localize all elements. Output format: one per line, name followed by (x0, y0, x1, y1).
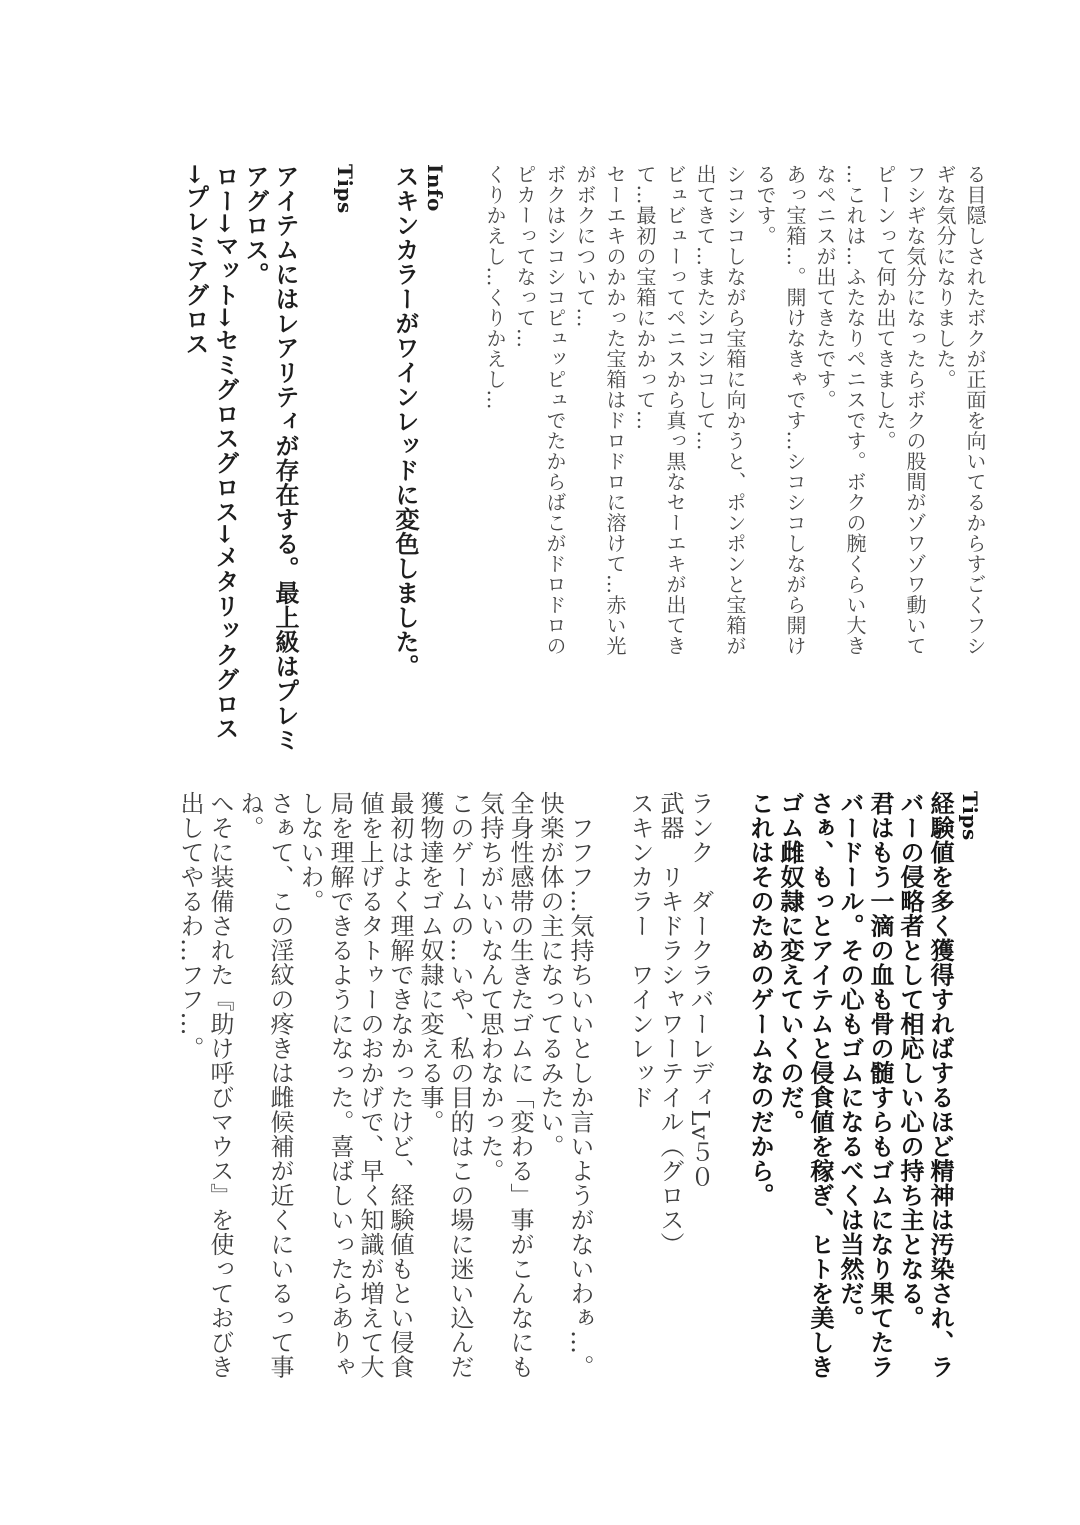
text-line: 最初はよく理解できなかったけど、経験値もとい侵食 (386, 791, 414, 1379)
text-line: スキンカラーがワインレッドに変色しました。 (391, 164, 420, 679)
blank-line (715, 791, 745, 1403)
text-line: アイテムにはレアリティが存在する。最上級はプレミ (271, 164, 300, 752)
text-line: るです。 (753, 164, 777, 246)
blank-line (450, 164, 480, 769)
text-line: へそに装備された『助け呼びマウス』を使っておびき (206, 791, 234, 1379)
text-line: これはそのためのゲームなのだから。 (746, 791, 775, 1208)
text-line: 局を理解できるようになった。喜ばしいったらありゃ (326, 791, 354, 1379)
text-line: ビュビューってペニスから真っ黒なセーエキが出てき (663, 164, 687, 656)
text-line: 君はもう一滴の血も骨の髄すらもゴムになり果てたラ (866, 791, 895, 1379)
text-line: このゲームの…いや、私の目的はこの場に迷い込んだ (446, 791, 474, 1379)
text-line: がボクについて… (573, 164, 597, 328)
text-line: ピーンって何か出てきました。 (873, 164, 897, 451)
text-line: ピカーってなって… (513, 164, 537, 349)
text-line: くりかえし…くりかえし… (483, 164, 507, 410)
text-line: シコシコしながら宝箱に向かうと、ポンポンと宝箱が (723, 164, 747, 656)
text-line: ロー→マット→セミグロスグロス→メタリックグロス (211, 164, 240, 741)
text-line: フシギな気分になったらボクの股間がゾワゾワ動いて (903, 164, 927, 656)
story-text-block-top (174, 164, 990, 769)
section-header: Info (423, 164, 447, 212)
text-line: 値を上げるタトゥーのおかげで、早く知識が増えて大 (356, 791, 384, 1379)
text-line: バードール。その心もゴムになるべくは当然だ。 (836, 791, 865, 1330)
text-line: ゴム雌奴隷に変えていくのだ。 (776, 791, 805, 1134)
text-line: 獲物達をゴム奴隷に変える事。 (416, 791, 444, 1134)
text-line: ギな気分になりました。 (933, 164, 957, 390)
text-line: ランク ダークラバーレディLv５０ (686, 791, 714, 1189)
text-line: 出してやるわ…フフ…。 (176, 791, 204, 1061)
blank-line (300, 164, 330, 769)
text-line: セーエキのかかった宝箱はドロドロに溶けて…赤い光 (603, 164, 627, 656)
text-line: 気持ちがいいなんて思わなかった。 (476, 791, 504, 1183)
text-line: しないわ。 (296, 791, 324, 914)
text-line: る目隠しされたボクが正面を向いてるからすごくフシ (963, 164, 987, 656)
section-header: Tips (333, 164, 357, 214)
text-line: 全身性感帯の生きたゴムに「変わる」事がこんなにも (506, 791, 534, 1379)
text-line: 武器 リキドラシャワーテイル（グロス） (656, 791, 684, 1257)
story-text-block-bottom (169, 791, 985, 1403)
text-line: さぁ、もっとアイテムと侵食値を稼ぎ、ヒトを美しき (806, 791, 835, 1379)
blank-line (360, 164, 390, 769)
text-line: …これは…ふたなりペニスです。ボクの腕くらい大き (843, 164, 867, 656)
text-line: あっ宝箱…。開けなきゃです…シコシコしながら開け (783, 164, 807, 656)
text-line: ね。 (236, 791, 264, 840)
text-line: →プレミアグロス (181, 164, 210, 357)
text-line: バーの侵略者として相応しい心の持ち主となる。 (896, 791, 925, 1330)
section-header: Tips (958, 791, 982, 841)
text-line: 経験値を多く獲得すればするほど精神は汚染され、ラ (926, 791, 955, 1379)
text-line: アグロス。 (241, 164, 270, 287)
text-line: スキンカラー ワインレッド (626, 791, 654, 1110)
text-line: て…最初の宝箱にかかって… (633, 164, 657, 431)
text-line: 快楽が体の主になってるみたい。 (536, 791, 564, 1159)
text-line: ボクはシコシコピュッピュでたからばこがドロドロの (543, 164, 567, 656)
text-line: フフフ…気持ちいいとしか言いようがないわぁ…。 (566, 791, 594, 1379)
text-line: さぁて、この淫紋の疼きは雌候補が近くにいるって事 (266, 791, 294, 1379)
text-line: なペニスが出てきたです。 (813, 164, 837, 410)
text-line: 出てきて…またシコシコして… (693, 164, 717, 451)
blank-line (595, 791, 625, 1403)
